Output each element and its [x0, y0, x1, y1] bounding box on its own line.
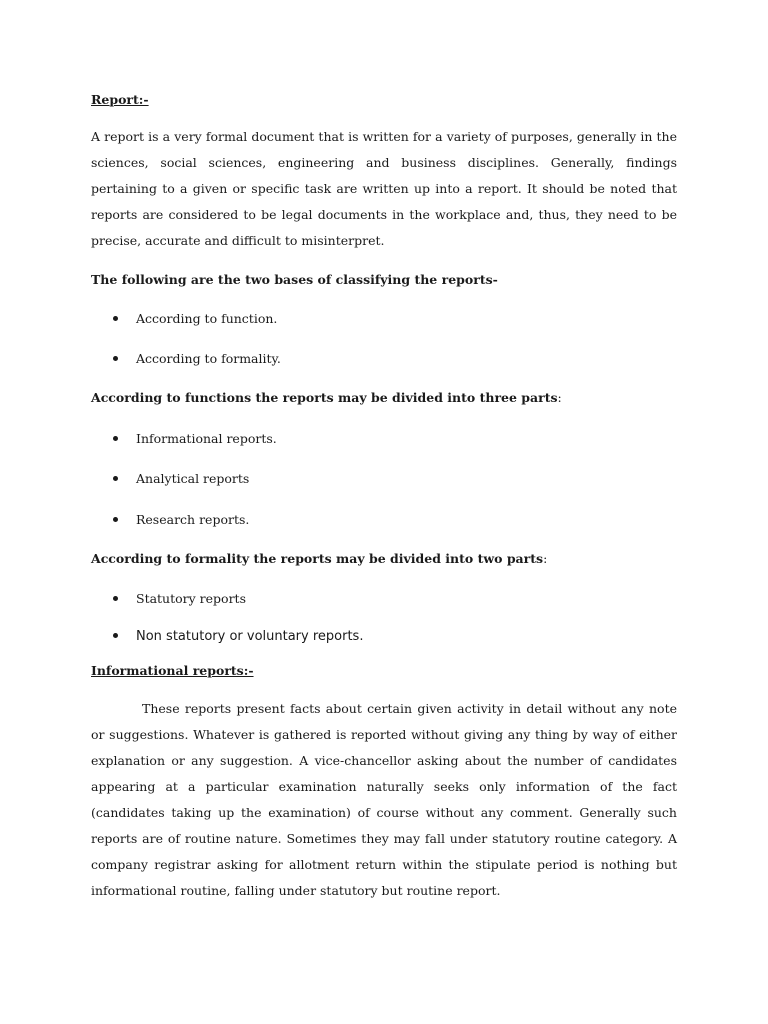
- list-item: [113, 351, 281, 366]
- bullet-icon: [113, 311, 136, 326]
- list-item-text: Statutory reports: [136, 591, 246, 606]
- bullet-icon: [113, 512, 136, 527]
- list-item-text: According to function.: [136, 311, 278, 326]
- bases-heading: The following are the two bases of classifying the reports-: [91, 272, 498, 287]
- functions-heading: [91, 390, 562, 405]
- bullet-icon: [113, 629, 136, 644]
- informational-heading: Informational reports:-: [91, 663, 254, 678]
- functions-heading-colon: :: [557, 390, 562, 405]
- bullet-icon: [113, 471, 136, 486]
- bullet-icon: [113, 351, 136, 366]
- bullet-icon: [113, 431, 136, 446]
- functions-heading-text: According to functions the reports may be divided into three parts: [91, 390, 558, 405]
- list-item: [113, 471, 249, 486]
- list-item-text: Non statutory or voluntary reports.: [136, 629, 364, 644]
- list-item-text: Analytical reports: [136, 471, 250, 486]
- formality-heading: [91, 551, 547, 566]
- list-item: [113, 311, 277, 326]
- list-item-text: Informational reports.: [136, 431, 277, 446]
- formality-heading-text: According to formality the reports may be divided into two parts: [91, 551, 544, 566]
- list-item: [113, 629, 363, 644]
- formality-heading-colon: :: [543, 551, 548, 566]
- bullet-icon: [113, 591, 136, 606]
- list-item-text: Research reports.: [136, 512, 250, 527]
- report-intro-paragraph: A report is a very formal document that is written for a variety of purposes, generally in the sciences, social sciences, engineering and business disciplines. Generally, findings pertaining to a given or specific task are written up into a report. It should be noted that reports are considered to be legal documents in the workplace and, thus, they need to be precise, accurate and difficult to misinterpret.: [91, 129, 677, 248]
- list-item: [113, 591, 246, 606]
- list-item: [113, 431, 277, 446]
- report-heading: Report:-: [91, 92, 149, 107]
- list-item-text: According to formality.: [136, 351, 281, 366]
- list-item: [113, 512, 249, 527]
- informational-paragraph: These reports present facts about certain given activity in detail without any note or suggestions. Whatever is gathered is reported without giving any thing by way of either explanation or any suggestion. A vice-chancellor asking about the number of candidates appearing at a particular examination naturally seeks only information of the fact (candidates taking up the examination) of course without any comment. Generally such reports are of routine nature. Sometimes they may fall under statutory routine category. A company registrar asking for allotment return within the stipulate period is nothing but informational routine, falling under statutory but routine report.: [91, 701, 677, 898]
